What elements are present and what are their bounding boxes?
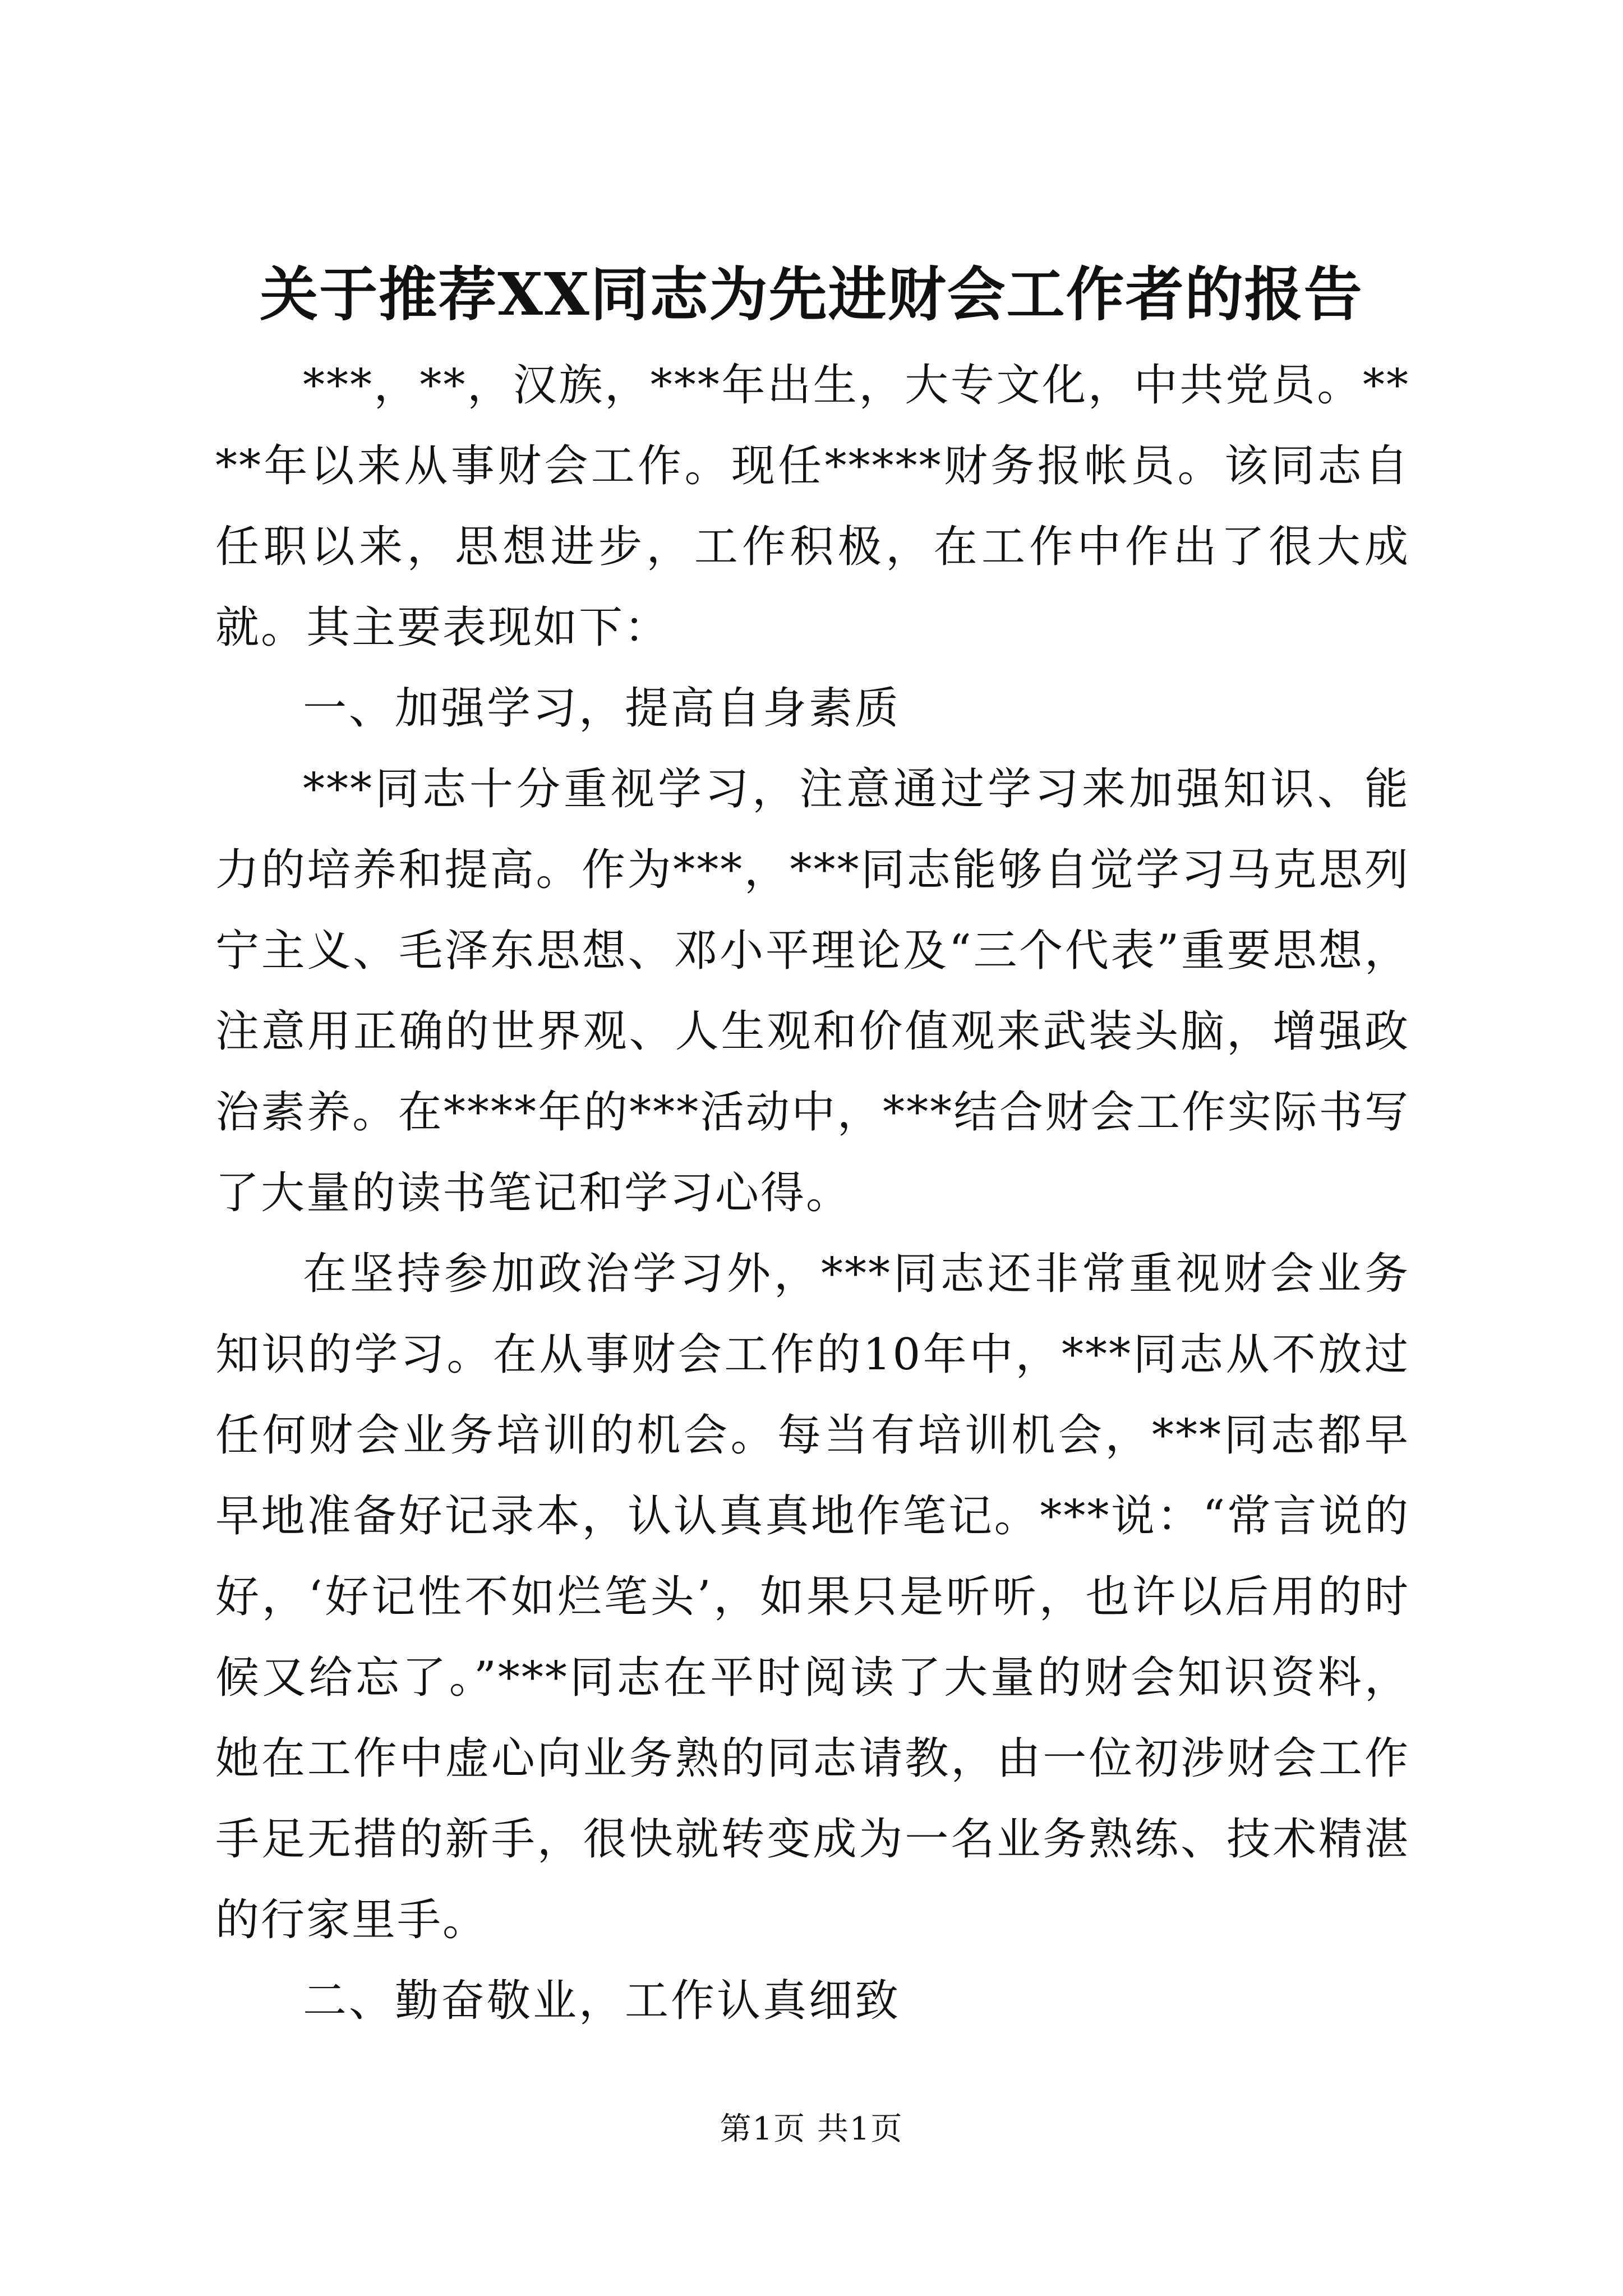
page-footer: 第1页 共1页 bbox=[720, 2111, 903, 2147]
section-heading-2: 二、勤奋敬业，工作认真细致 bbox=[303, 1976, 901, 2026]
paragraph-study-business: 在坚持参加政治学习外，***同志还非常重视财会业务知识的学习。在从事财会工作的10年中，***同志从不放过任何财会业务培训的机会。每当有培训机会，***同志都早早地准备好记录本，认认真真地作笔记。***说：“常言说的好，‘好记性不如烂笔头’，如果只是听听，也许以后用的时候又给忘了。”***同志在平时阅读了大量的财会知识资料，她在工作中虚心向业务熟的同志请教，由一位初涉财会工作手足无措的新手，很快就转变成为一名业务熟练、技术精湛的行家里手。 bbox=[215, 1249, 1410, 1945]
paragraph-intro: ***，**，汉族，***年出生，大专文化，中共党员。****年以来从事财会工作。现任*****财务报帐员。该同志自任职以来，思想进步，工作积极，在工作中作出了很大成就。其主要表现如下： bbox=[215, 360, 1410, 653]
document-title: 关于推荐XX同志为先进财会工作者的报告 bbox=[260, 260, 1363, 329]
section-heading-1: 一、加强学习，提高自身素质 bbox=[303, 683, 901, 734]
paragraph-study-politics: ***同志十分重视学习，注意通过学习来加强知识、能力的培养和提高。作为***，***同志能够自觉学习马克思列宁主义、毛泽东思想、邓小平理论及“三个代表”重要思想，注意用正确的世界观、人生观和价值观来武装头脑，增强政治素养。在****年的***活动中，***结合财会工作实际书写了大量的读书笔记和学习心得。 bbox=[215, 764, 1410, 1218]
document-body bbox=[215, 345, 1410, 2041]
